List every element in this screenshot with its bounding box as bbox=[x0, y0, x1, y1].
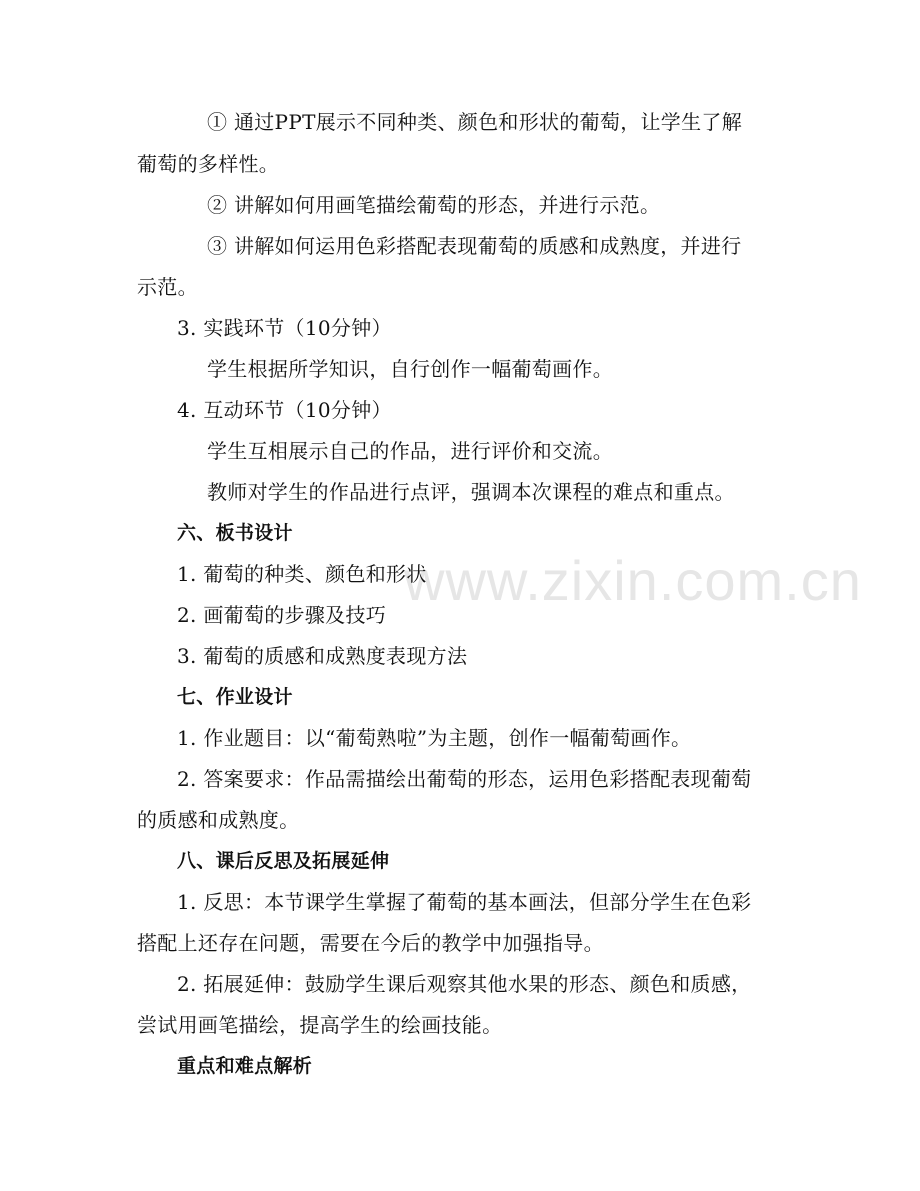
step-1-line-2: 葡萄的多样性。 bbox=[137, 152, 280, 176]
practice-section-text: 学生根据所学知识，自行创作一幅葡萄画作。 bbox=[207, 357, 613, 381]
reflection-item-2-line-2: 尝试用画笔描绘，提高学生的绘画技能。 bbox=[137, 1013, 503, 1037]
reflection-item-1-line-2: 搭配上还存在问题，需要在今后的教学中加强指导。 bbox=[137, 931, 604, 955]
reflection-heading: 八、课后反思及拓展延伸 bbox=[177, 850, 390, 872]
watermark: www.zixin.com.cn bbox=[404, 549, 862, 612]
board-item-1: 1. 葡萄的种类、颜色和形状 bbox=[177, 562, 427, 586]
reflection-item-1-line-1: 1. 反思：本节课学生掌握了葡萄的基本画法，但部分学生在色彩 bbox=[177, 890, 752, 914]
interaction-text-2: 教师对学生的作品进行点评，强调本次课程的难点和重点。 bbox=[207, 480, 735, 504]
homework-item-2-line-2: 的质感和成熟度。 bbox=[137, 808, 300, 832]
homework-item-1: 1. 作业题目：以“葡萄熟啦”为主题，创作一幅葡萄画作。 bbox=[177, 726, 692, 750]
step-3-line-1: ③ 讲解如何运用色彩搭配表现葡萄的质感和成熟度，并进行 bbox=[207, 234, 742, 258]
step-3-line-2: 示范。 bbox=[137, 275, 198, 299]
interaction-section-title: 4. 互动环节（10分钟） bbox=[177, 398, 392, 422]
key-points-heading: 重点和难点解析 bbox=[177, 1055, 313, 1077]
board-design-heading: 六、板书设计 bbox=[177, 522, 293, 544]
board-item-3: 3. 葡萄的质感和成熟度表现方法 bbox=[177, 644, 468, 668]
interaction-text-1: 学生互相展示自己的作品，进行评价和交流。 bbox=[207, 439, 613, 463]
practice-section-title: 3. 实践环节（10分钟） bbox=[177, 316, 392, 340]
reflection-item-2-line-1: 2. 拓展延伸：鼓励学生课后观察其他水果的形态、颜色和质感， bbox=[177, 972, 752, 996]
step-1-line-1: ① 通过PPT展示不同种类、颜色和形状的葡萄，让学生了解 bbox=[207, 110, 743, 134]
step-2-line: ② 讲解如何用画笔描绘葡萄的形态，并进行示范。 bbox=[207, 193, 661, 217]
homework-item-2-line-1: 2. 答案要求：作品需描绘出葡萄的形态，运用色彩搭配表现葡萄 bbox=[177, 767, 752, 791]
board-item-2: 2. 画葡萄的步骤及技巧 bbox=[177, 603, 387, 627]
homework-heading: 七、作业设计 bbox=[177, 686, 293, 708]
